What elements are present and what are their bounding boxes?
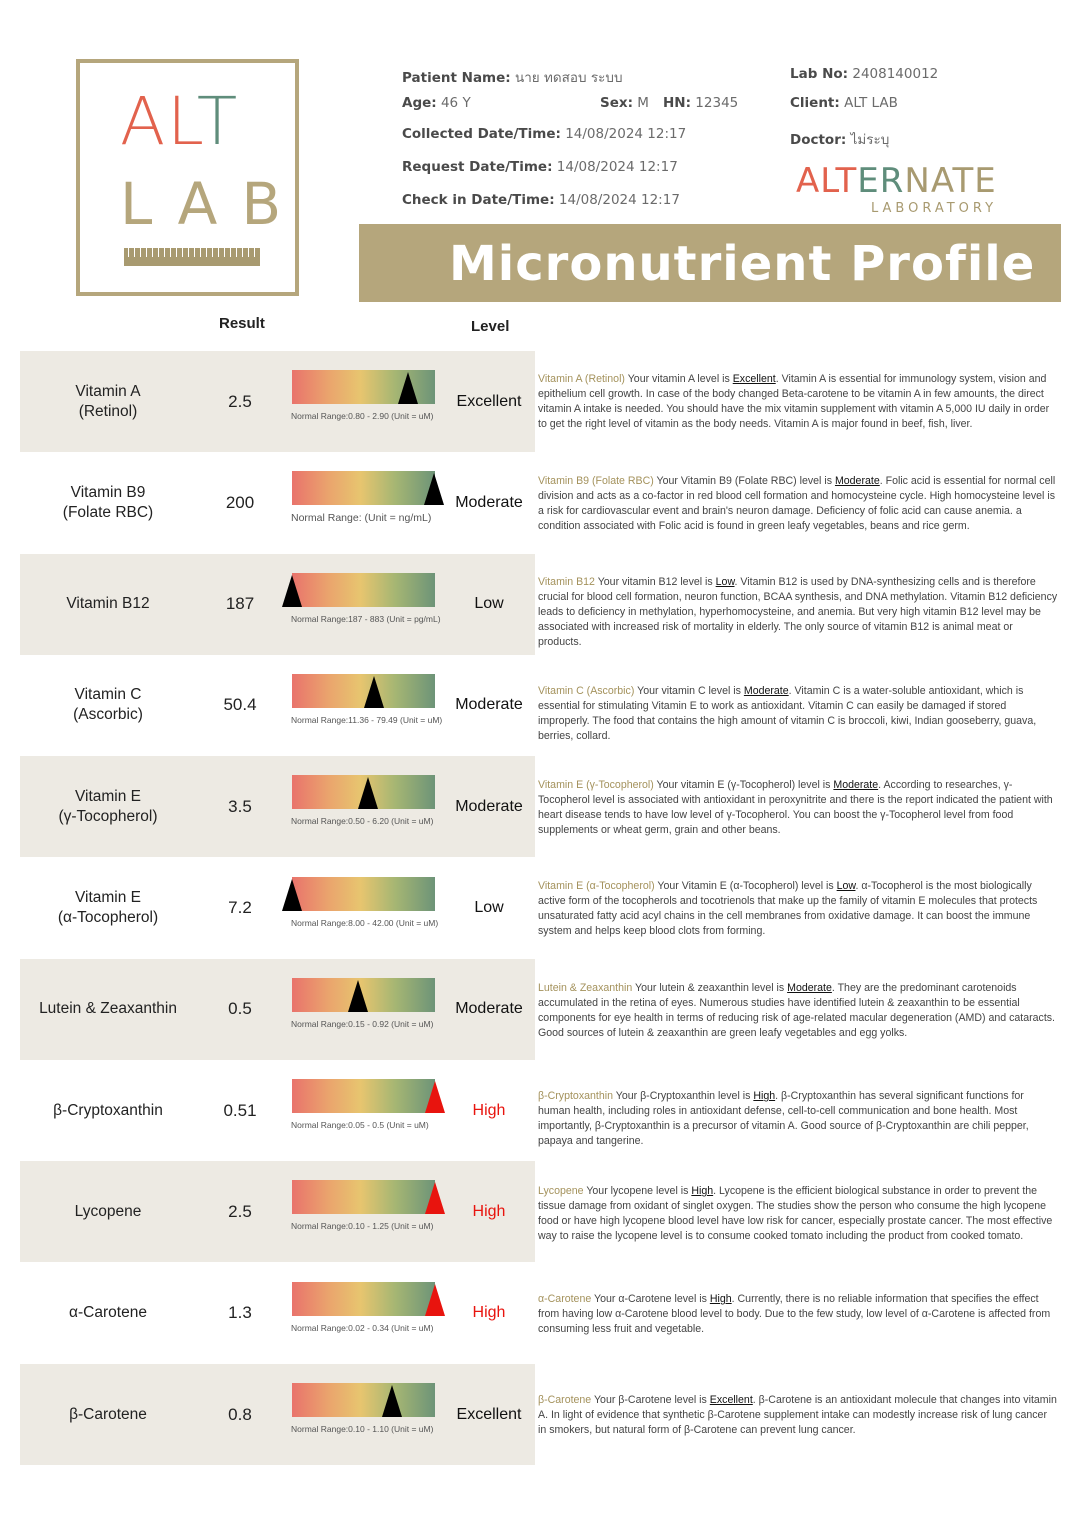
- description-name: β-Carotene: [538, 1394, 592, 1406]
- analyte-description: Vitamin C (Ascorbic) Your vitamin C level is Moderate. Vitamin C is a water-soluble antioxidant, which is essential for stimulating Vitamin E to work as antioxidant. Vitamin C can easily be damaged if stored improperly. The food that contains the high amount of vitamin C is broccoli, kiwi, Indian gooseberry, guava, berries, collard.: [538, 684, 1037, 742]
- description-name: β-Cryptoxanthin: [538, 1089, 613, 1102]
- description-name: Vitamin B9 (Folate RBC): [538, 474, 654, 487]
- patient-name: Patient Name: นาย ทดสอบ ระบบ: [402, 70, 623, 86]
- description-name: Vitamin E (γ-Tocopherol): [538, 778, 654, 791]
- result-row: [20, 1263, 1066, 1364]
- logo-alt-text: ALT: [120, 83, 240, 160]
- description-name: Vitamin B12: [538, 575, 595, 588]
- gauge-marker-icon: [382, 1385, 402, 1417]
- analyte-name: Vitamin C (Ascorbic): [73, 686, 143, 724]
- analyte-description: β-Cryptoxanthin Your β-Cryptoxanthin level is High. β-Cryptoxanthin has several significant functions for human health, including roles in antioxidant defense, cell-to-cell communication and bone health. Most importantly, β-Cryptoxanthin is a precursor of vitamin A. Good source of β-Cryptoxanthin are chili pepper, papaya and tangerine.: [538, 1089, 1029, 1147]
- description-level: Moderate: [743, 684, 789, 697]
- normal-range: Normal Range:8.00 - 42.00 (Unit = uM): [291, 917, 439, 928]
- level-status: Low: [474, 899, 504, 916]
- description-name: α-Carotene: [538, 1292, 592, 1305]
- normal-range: Normal Range:0.10 - 1.25 (Unit = uM): [291, 1221, 434, 1232]
- request-datetime: Request Date/Time: 14/08/2024 12:17: [402, 159, 678, 175]
- result-value: 200: [225, 492, 255, 512]
- analyte-description: Vitamin E (γ-Tocopherol) Your vitamin E (γ-Tocopherol) level is Moderate. According to researches, γ-Tocopherol level is associated with antioxidant in peroxynitrite and there is the report indicated the patient with heart disease tends to have low level of γ-Tocopherol. You can boost the γ-Tocopherol level from food supplements or wheat germ, grain and other beans.: [538, 778, 1053, 836]
- analyte-name: Lutein & Zeaxanthin: [39, 1000, 177, 1018]
- normal-range: Normal Range:0.50 - 6.20 (Unit = uM): [291, 816, 434, 827]
- description-name: Lutein & Zeaxanthin: [538, 981, 633, 994]
- level-status: Moderate: [455, 493, 523, 511]
- description-level: Excellent: [732, 373, 776, 385]
- description-name: Vitamin A (Retinol): [538, 373, 625, 385]
- description-name: Vitamin C (Ascorbic): [538, 684, 635, 697]
- patient-sex: Sex: M: [600, 95, 649, 111]
- result-row: [20, 452, 1066, 553]
- column-header-result: Result: [219, 315, 265, 332]
- column-header-level: Level: [471, 318, 510, 335]
- normal-range: Normal Range:0.80 - 2.90 (Unit = uM): [291, 411, 434, 421]
- level-status: Excellent: [456, 392, 522, 410]
- range-gauge-bar: [292, 1282, 435, 1316]
- gauge-marker-icon: [398, 372, 418, 404]
- level-status: High: [472, 1304, 506, 1322]
- result-value: 1.3: [228, 1303, 252, 1323]
- collected-datetime: Collected Date/Time: 14/08/2024 12:17: [402, 126, 687, 142]
- result-row: [20, 959, 1066, 1060]
- description-level: Moderate: [834, 474, 880, 487]
- analyte-description: α-Carotene Your α-Carotene level is High. Currently, there is no reliable information that specifies the effect from having low α-Carotene blood level to body. Due to the few study, low level of α-Carotene is affected from consuming less fruit and vegetable.: [538, 1292, 1051, 1335]
- client: Client: ALT LAB: [790, 95, 898, 111]
- analyte-description: β-Carotene Your β-Carotene level is Excellent. β-Carotene is an antioxidant molecule that changes into vitamin A. In light of evidence that synthetic β-Carotene supplement intake can modestly increase risk of lung cancer in smokers, but natural form of β-Carotene can prevent lung cancer.: [538, 1394, 1057, 1436]
- result-value: 50.4: [223, 695, 257, 715]
- analyte-description: Vitamin B12 Your vitamin B12 level is Low. Vitamin B12 is used by DNA-synthesizing cells and is therefore crucial for blood cell formation, neuron function, BCAA synthesis, and DNA methylation. Vitamin B12 deficiency leads to deficiency in methylation, hyperhomocysteine, and anemia. But very high vitamin B12 level may be associated with increased risk of mortality in elderly. The only source of vitamin B12 is animal meat or products.: [538, 575, 1058, 648]
- level-status: Moderate: [455, 696, 523, 714]
- analyte-name: β-Carotene: [69, 1405, 147, 1423]
- gauge-marker-icon: [358, 777, 378, 809]
- result-value: 0.5: [228, 999, 252, 1019]
- result-row: [20, 554, 1066, 655]
- normal-range: Normal Range:11.36 - 79.49 (Unit = uM): [291, 714, 443, 725]
- logo-lab-text: LAB: [120, 170, 306, 238]
- gauge-marker-icon: [282, 575, 302, 607]
- analyte-name: Vitamin E (α-Tocopherol): [57, 889, 159, 926]
- gauge-marker-icon: [282, 879, 302, 911]
- analyte-name: Vitamin E (γ-Tocopherol): [58, 787, 158, 825]
- description-name: Lycopene: [538, 1184, 584, 1197]
- page-title: Micronutrient Profile: [449, 236, 1036, 292]
- analyte-name: β-Cryptoxanthin: [53, 1101, 163, 1119]
- analyte-description: Vitamin B9 (Folate RBC) Your Vitamin B9 (Folate RBC) level is Moderate. Folic acid is essential for normal cell division and acts as a co-factor in red blood cell formation and homocysteine cycle. High homocysteine level is a risk for cardiovascular event and brain's neuron damage. Deficiency of folic acid can cause anemia. a condition associated with Folic acid is found in green leafy vegetables, beans and rice germ.: [538, 474, 1056, 532]
- level-status: Low: [474, 595, 504, 613]
- description-level: High: [691, 1184, 714, 1197]
- analyte-description: Vitamin A (Retinol) Your vitamin A level is Excellent. Vitamin A is essential for immunology system, vision and epithelium cell growth. In case of the body changed Beta-carotene to be vitamin A in few amounts, the direct vitamin A intake is needed. You should have the mix vitamin supplement with vitamin A 5,000 IU daily in order to get the right level of vitamin as the body needs. Vitamin A is major found in beef, fish, liver.: [538, 373, 1050, 430]
- checkin-datetime: Check in Date/Time: 14/08/2024 12:17: [402, 192, 680, 208]
- analyte-name: Lycopene: [74, 1202, 142, 1220]
- analyte-name: Vitamin B12: [66, 595, 150, 613]
- analyte-name: Vitamin A (Retinol): [75, 382, 141, 420]
- title-band: [359, 224, 1061, 302]
- description-level: Moderate: [833, 778, 879, 791]
- analyte-name: Vitamin B9 (Folate RBC): [62, 483, 154, 521]
- gauge-marker-icon: [348, 980, 368, 1012]
- description-level: Low: [836, 880, 856, 892]
- level-status: Moderate: [455, 1000, 523, 1018]
- analyte-description: Vitamin E (α-Tocopherol) Your Vitamin E (α-Tocopherol) level is Low. α-Tocopherol is the most biologically active form of the tocopherols and tocotrienols that make up the family of vitamin E molecules that protects unsaturated fatty acid acyl chains in the cell membranes from oxidative damage. It can boost the immune system and helps keep blood clots from forming.: [538, 880, 1038, 937]
- result-row: [20, 1060, 1066, 1161]
- result-value: 0.51: [223, 1100, 257, 1120]
- analyte-name: α-Carotene: [69, 1304, 147, 1322]
- description-level: Moderate: [787, 981, 832, 994]
- result-row: [20, 655, 1066, 756]
- gauge-marker-icon: [364, 676, 384, 708]
- alternate-laboratory-logo: ALTERNATE: [796, 161, 997, 201]
- normal-range: Normal Range:0.10 - 1.10 (Unit = uM): [291, 1424, 434, 1434]
- result-value: 3.5: [228, 796, 252, 816]
- range-gauge-bar: [292, 573, 435, 607]
- laboratory-subtitle: LABORATORY: [871, 201, 998, 216]
- analyte-description: Lutein & Zeaxanthin Your lutein & zeaxanthin level is Moderate. They are the predominant carotenoids accumulated in the retina of eyes. Numerous studies have identified lutein & zeaxanthin to be essential components for eye health in terms of reducing risk of age-related macular degeneration (AMD) and cataracts. Good sources of lutein & zeaxanthin are green leafy vegetables and egg yolks.: [538, 981, 1055, 1039]
- range-gauge-bar: [292, 471, 435, 505]
- level-status: High: [472, 1202, 506, 1220]
- range-gauge-bar: [292, 1383, 435, 1417]
- result-row: [20, 858, 1066, 959]
- result-value: 2.5: [228, 391, 252, 411]
- result-row: [20, 351, 1066, 452]
- alt-lab-logo: [76, 59, 306, 296]
- ruler-icon: [124, 248, 260, 266]
- result-value: 187: [225, 594, 255, 614]
- description-level: Excellent: [709, 1394, 753, 1406]
- description-level: Low: [715, 575, 735, 588]
- gauge-marker-icon: [424, 473, 444, 505]
- result-row: [20, 1161, 1066, 1262]
- result-value: 7.2: [228, 898, 252, 917]
- result-value: 2.5: [228, 1201, 252, 1221]
- level-status: Excellent: [456, 1405, 522, 1423]
- result-row: [20, 756, 1066, 857]
- normal-range: Normal Range: (Unit = ng/mL): [291, 512, 432, 525]
- range-gauge-bar: [292, 1079, 435, 1113]
- range-gauge-bar: [292, 1180, 435, 1214]
- normal-range: Normal Range:187 - 883 (Unit = pg/mL): [291, 613, 441, 624]
- level-status: Moderate: [455, 797, 523, 815]
- doctor: Doctor: ไม่ระบุ: [790, 132, 890, 148]
- analyte-description: Lycopene Your lycopene level is High. Lycopene is the efficient biological substance in order to prevent the tissue damage from oxidant of singlet oxygen. The studies show the person who consume the high lycopene food or have high lycopene blood level have low risk for cancer, especially prostate cancer. The most effective way to raise the lycopene level is to consume cooked tomato including the product from cooked tomato.: [538, 1184, 1053, 1242]
- normal-range: Normal Range:0.05 - 0.5 (Unit = uM): [291, 1120, 429, 1131]
- result-row: [20, 1364, 1066, 1465]
- lab-number: Lab No: 2408140012: [790, 66, 939, 82]
- normal-range: Normal Range:0.02 - 0.34 (Unit = uM): [291, 1322, 434, 1333]
- patient-age: Age: 46 Y: [402, 95, 471, 111]
- level-status: High: [472, 1101, 506, 1119]
- description-name: Vitamin E (α-Tocopherol): [538, 880, 655, 892]
- normal-range: Normal Range:0.15 - 0.92 (Unit = uM): [291, 1018, 434, 1029]
- range-gauge-bar: [292, 877, 435, 911]
- gauge-marker-icon: [425, 1081, 445, 1113]
- description-level: High: [709, 1292, 732, 1305]
- patient-hn: HN: 12345: [663, 95, 739, 111]
- gauge-marker-icon: [425, 1182, 445, 1214]
- result-value: 0.8: [228, 1404, 252, 1424]
- description-level: High: [753, 1089, 776, 1102]
- gauge-marker-icon: [425, 1284, 445, 1316]
